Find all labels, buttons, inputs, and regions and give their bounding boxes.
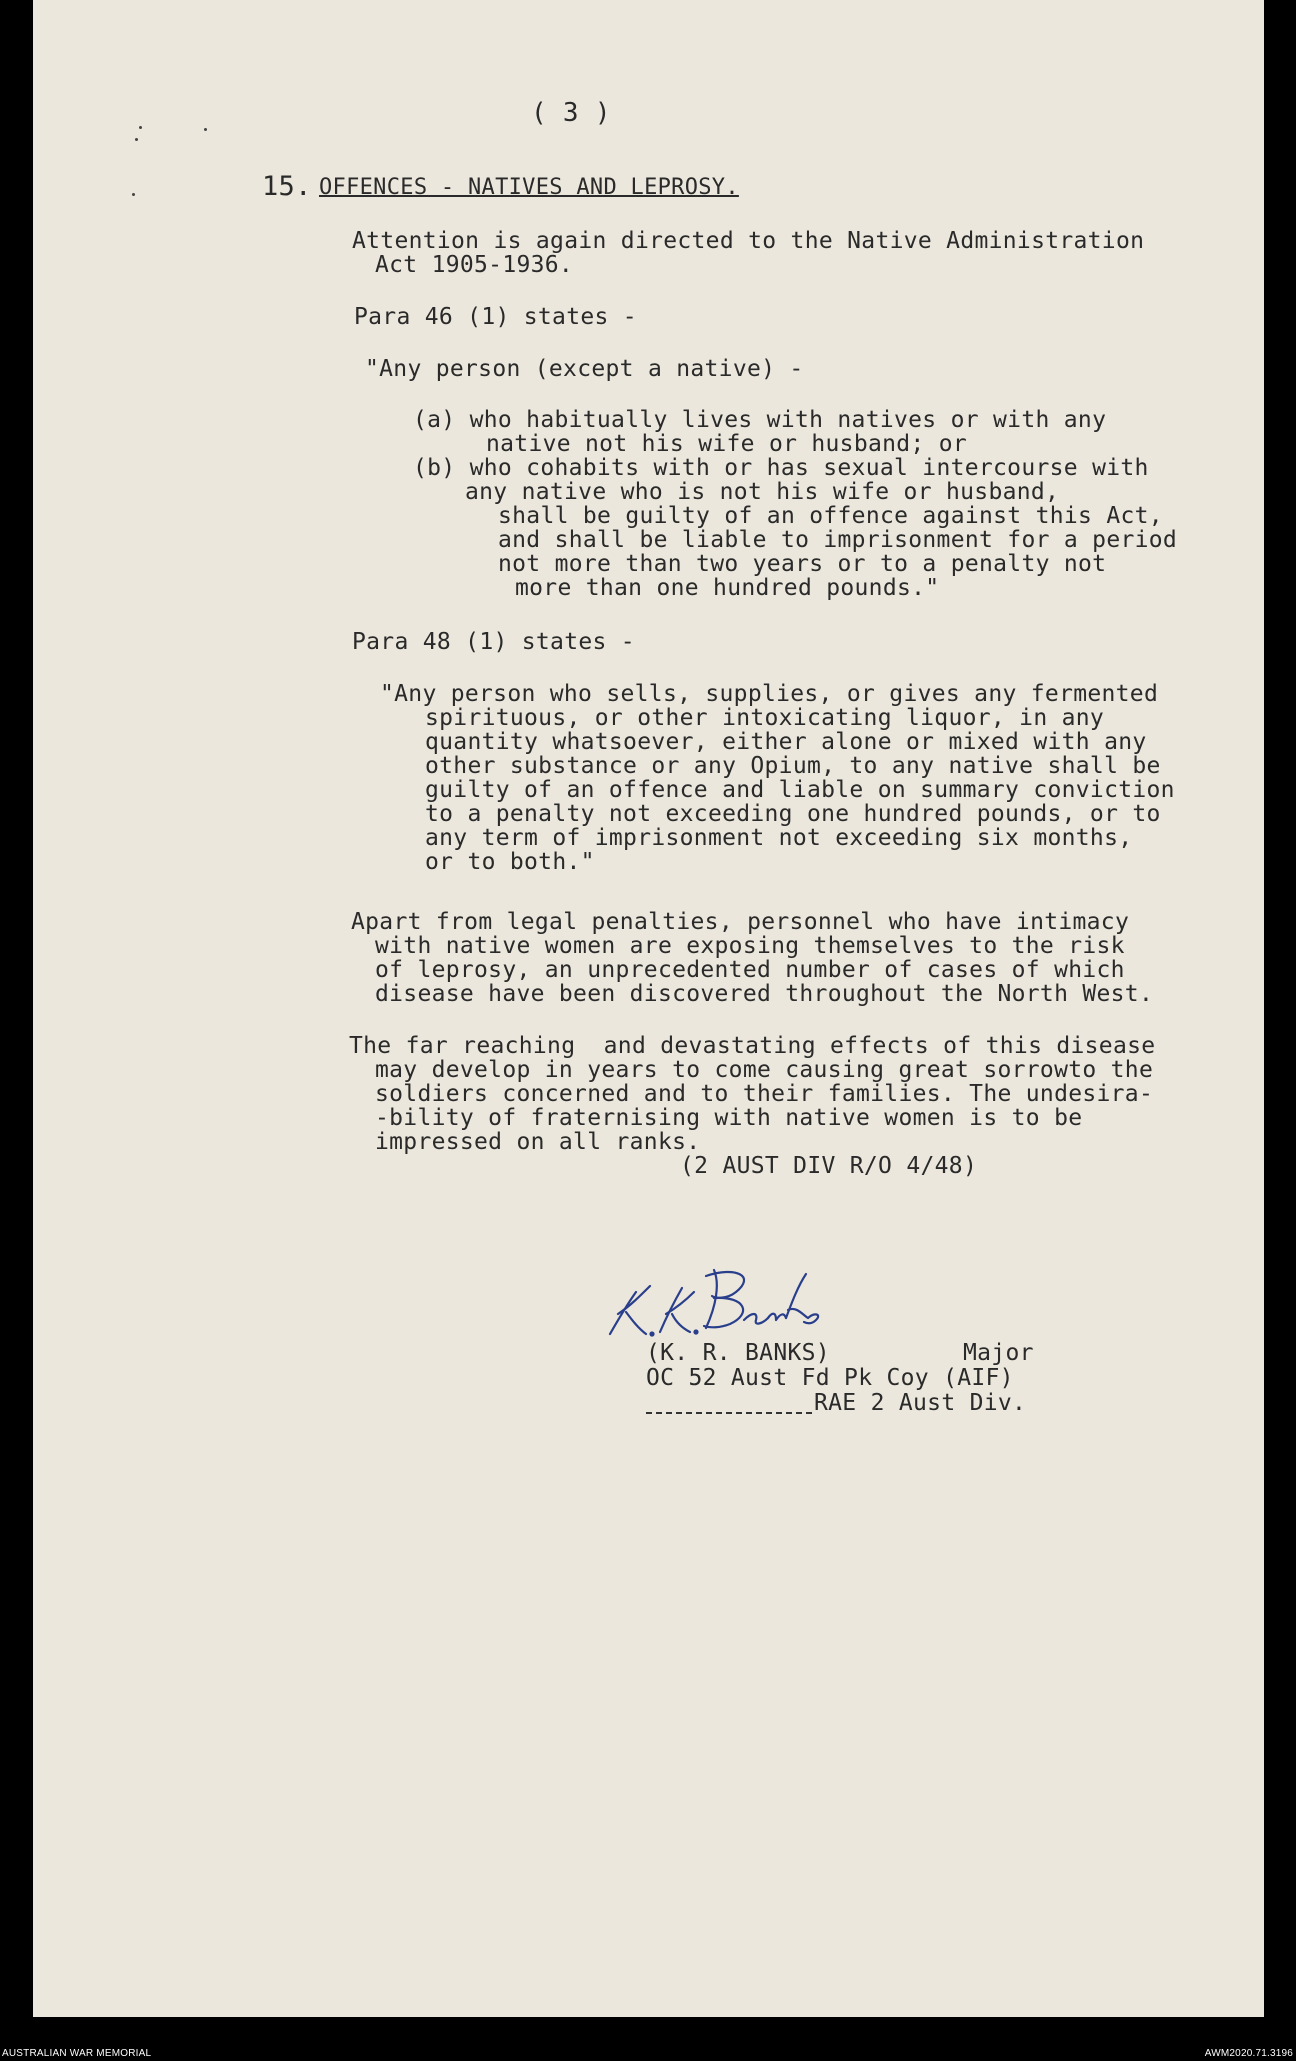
far-line: The far reaching and devastating effects of this disease (349, 1033, 1156, 1059)
apart-line: Apart from legal penalties, personnel who have intimacy (351, 909, 1130, 935)
section-heading: OFFENCES - NATIVES AND LEPROSY. (319, 175, 739, 200)
apart-line: with native women are exposing themselves to the risk (375, 933, 1125, 959)
signatory-name: (K. R. BANKS) (646, 1340, 830, 1366)
item-a-line: native not his wife or husband; or (486, 431, 968, 457)
quote48-line: "Any person who sells, supplies, or gives any fermented (380, 681, 1159, 707)
intro-line: Attention is again directed to the Native Administration (352, 228, 1145, 254)
quote48-line: quantity whatsoever, either alone or mixed with any (425, 729, 1147, 755)
quote46-line: "Any person (except a native) - (365, 356, 804, 382)
item-a-line: (a) who habitually lives with natives or with any (413, 407, 1107, 433)
signature-rule (646, 1412, 812, 1414)
para46-label: Para 46 (1) states - (354, 304, 637, 330)
page-number: ( 3 ) (531, 98, 611, 128)
quote48-line: guilty of an offence and liable on summary conviction (425, 777, 1175, 803)
item-b-line: not more than two years or to a penalty not (498, 551, 1107, 577)
apart-line: disease have been discovered throughout the North West. (375, 981, 1154, 1007)
far-line: -bility of fraternising with native women is to be (375, 1105, 1083, 1131)
quote48-line: or to both." (425, 849, 595, 875)
signatory-unit: OC 52 Aust Fd Pk Coy (AIF) (646, 1365, 1014, 1391)
footer-right: AWM2020.71.3196 (1204, 2048, 1293, 2059)
stain-mark (139, 126, 142, 129)
item-b-line: more than one hundred pounds." (515, 575, 940, 601)
far-line: may develop in years to come causing great sorrowto the (375, 1057, 1154, 1083)
order-reference: (2 AUST DIV R/O 4/48) (680, 1153, 978, 1179)
item-b-line: and shall be liable to imprisonment for a period (498, 527, 1178, 553)
item-b-line: shall be guilty of an offence against this Act, (498, 503, 1163, 529)
stain-mark (132, 193, 135, 196)
section-number: 15. (262, 171, 312, 202)
quote48-line: to a penalty not exceeding one hundred pounds, or to (425, 801, 1161, 827)
apart-line: of leprosy, an unprecedented number of cases of which (375, 957, 1125, 983)
quote48-line: spirituous, or other intoxicating liquor, in any (425, 705, 1105, 731)
signatory-rank: Major (963, 1340, 1034, 1366)
quote48-line: any term of imprisonment not exceeding six months, (425, 825, 1133, 851)
signatory-formation: RAE 2 Aust Div. (814, 1390, 1027, 1416)
far-line: soldiers concerned and to their families. The undesira- (375, 1081, 1154, 1107)
far-line: impressed on all ranks. (375, 1129, 701, 1155)
item-b-line: any native who is not his wife or husband, (465, 479, 1060, 505)
item-b-line: (b) who cohabits with or has sexual intercourse with (413, 455, 1149, 481)
stain-mark (204, 128, 207, 131)
intro-line: Act 1905-1936. (375, 252, 574, 278)
signature (596, 1262, 826, 1344)
para48-label: Para 48 (1) states - (352, 629, 635, 655)
footer-left: AUSTRALIAN WAR MEMORIAL (2, 2048, 152, 2059)
quote48-line: other substance or any Opium, to any native shall be (425, 753, 1161, 779)
stain-mark (135, 138, 138, 141)
